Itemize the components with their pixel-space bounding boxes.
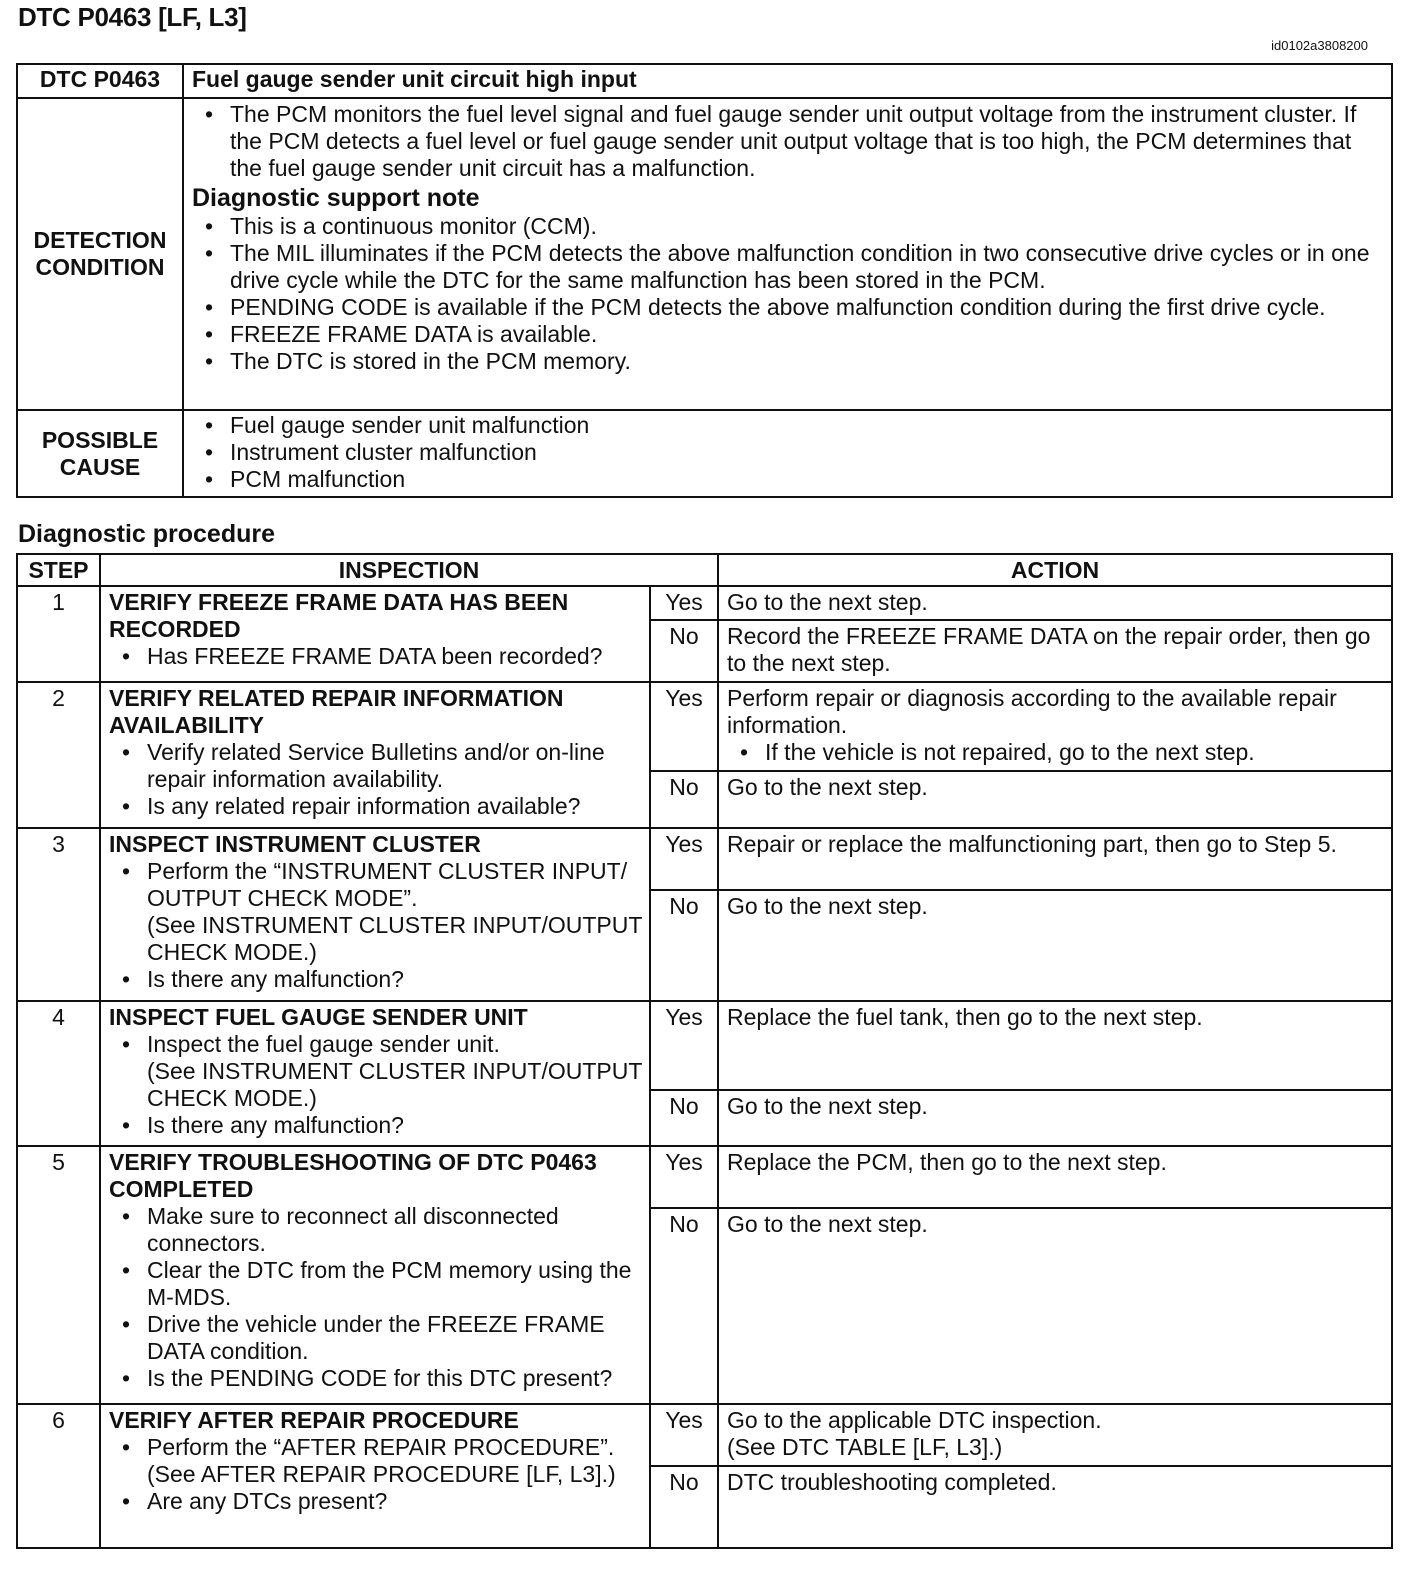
support-note-item: • FREEZE FRAME DATA is available. xyxy=(192,321,1383,348)
inspection-item: • Are any DTCs present? xyxy=(109,1488,643,1515)
yes-action-see: (See DTC TABLE [LF, L3].) xyxy=(727,1434,1003,1460)
no-action: Go to the next step. xyxy=(718,1090,1392,1146)
step-title: VERIFY RELATED REPAIR INFORMATION AVAILABILITY xyxy=(109,685,564,738)
inspection-item-see: (See INSTRUMENT CLUSTER INPUT/OUTPUT CHECK MODE.) xyxy=(147,912,642,965)
step-inspection xyxy=(100,586,650,682)
yes-action: Perform repair or diagnosis according to the available repair information. xyxy=(727,685,1337,738)
no-action: Record the FREEZE FRAME DATA on the repair order, then go to the next step. xyxy=(718,620,1392,682)
no-action: Go to the next step. xyxy=(718,1208,1392,1404)
no-label: No xyxy=(650,620,718,682)
yes-label: Yes xyxy=(650,682,718,771)
cause-item: • PCM malfunction xyxy=(192,466,1383,493)
step-number: 1 xyxy=(17,586,100,682)
inspection-item xyxy=(109,1031,643,1112)
step-inspection xyxy=(100,1001,650,1146)
inspection-item: • Drive the vehicle under the FREEZE FRAME DATA condition. xyxy=(109,1311,643,1365)
inspection-item: • Is there any malfunction? xyxy=(109,966,643,993)
no-label: No xyxy=(650,890,718,1001)
cause-item: • Instrument cluster malfunction xyxy=(192,439,1383,466)
step-title: VERIFY TROUBLESHOOTING OF DTC P0463 COMPLETED xyxy=(109,1149,597,1202)
yes-action: Replace the fuel tank, then go to the next step. xyxy=(718,1001,1392,1090)
diagnostic-procedure-title: Diagnostic procedure xyxy=(18,520,275,548)
yes-action-cell xyxy=(718,1404,1392,1466)
no-label: No xyxy=(650,771,718,828)
yes-label: Yes xyxy=(650,1001,718,1090)
step-5-yes-row xyxy=(17,1146,1392,1208)
page-title: DTC P0463 [LF, L3] xyxy=(18,2,247,32)
step-number: 3 xyxy=(17,828,100,1001)
step-inspection xyxy=(100,682,650,828)
step-inspection xyxy=(100,1404,650,1548)
yes-action: Replace the PCM, then go to the next step. xyxy=(718,1146,1392,1208)
inspection-item: • Is the PENDING CODE for this DTC present? xyxy=(109,1365,643,1392)
dtc-code: DTC P0463 xyxy=(17,64,183,98)
step-title: INSPECT INSTRUMENT CLUSTER xyxy=(109,831,481,857)
detection-condition-content xyxy=(183,98,1392,410)
support-note-item: • The DTC is stored in the PCM memory. xyxy=(192,348,1383,375)
inspection-item-text: • Perform the “AFTER REPAIR PROCEDURE”. xyxy=(147,1434,615,1460)
col-inspection-header: INSPECTION xyxy=(100,554,718,586)
step-3-yes-row xyxy=(17,828,1392,890)
inspection-item: • Is any related repair information available? xyxy=(109,793,643,820)
support-note-item: • This is a continuous monitor (CCM). xyxy=(192,213,1383,240)
detection-intro: • The PCM monitors the fuel level signal and fuel gauge sender unit output voltage from the instrument cluster. If the PCM detects a fuel level or fuel gauge sender unit output voltage that is too high, the PCM determines that the fuel gauge sender unit circuit has a malfunction. xyxy=(192,101,1383,182)
inspection-item-text: • Inspect the fuel gauge sender unit. xyxy=(147,1031,500,1057)
yes-label: Yes xyxy=(650,1146,718,1208)
no-label: No xyxy=(650,1208,718,1404)
detection-label-line2: CONDITION xyxy=(35,254,165,280)
inspection-item-see: (See AFTER REPAIR PROCEDURE [LF, L3].) xyxy=(147,1461,616,1487)
dtc-header-row xyxy=(17,64,1392,98)
diagnostic-procedure-table xyxy=(16,553,1393,1549)
inspection-item-see: (See INSTRUMENT CLUSTER INPUT/OUTPUT CHECK MODE.) xyxy=(147,1058,642,1111)
detection-condition-row xyxy=(17,98,1392,410)
no-action: DTC troubleshooting completed. xyxy=(718,1466,1392,1548)
possible-cause-content xyxy=(183,410,1392,497)
procedure-header-row xyxy=(17,554,1392,586)
col-action-header: ACTION xyxy=(718,554,1392,586)
step-4-yes-row xyxy=(17,1001,1392,1090)
step-number: 6 xyxy=(17,1404,100,1548)
yes-label: Yes xyxy=(650,586,718,620)
inspection-item xyxy=(109,1434,643,1488)
step-title: VERIFY AFTER REPAIR PROCEDURE xyxy=(109,1407,519,1433)
cause-label-line1: POSSIBLE xyxy=(41,426,159,453)
step-number: 2 xyxy=(17,682,100,828)
step-title: VERIFY FREEZE FRAME DATA HAS BEEN RECORDED xyxy=(109,589,569,642)
step-number: 4 xyxy=(17,1001,100,1146)
yes-action-cell xyxy=(718,682,1392,771)
step-title: INSPECT FUEL GAUGE SENDER UNIT xyxy=(109,1004,528,1030)
inspection-item: • Make sure to reconnect all disconnected connectors. xyxy=(109,1203,643,1257)
dtc-description: Fuel gauge sender unit circuit high input xyxy=(183,64,1392,98)
inspection-item: • Has FREEZE FRAME DATA been recorded? xyxy=(109,643,643,670)
possible-cause-label xyxy=(17,410,183,497)
step-number: 5 xyxy=(17,1146,100,1404)
possible-cause-row xyxy=(17,410,1392,497)
inspection-item xyxy=(109,858,643,966)
yes-label: Yes xyxy=(650,828,718,890)
image-id: id0102a3808200 xyxy=(1271,38,1368,53)
no-action: Go to the next step. xyxy=(718,890,1392,1001)
col-step-header: STEP xyxy=(17,554,100,586)
support-note-item: • The MIL illuminates if the PCM detects the above malfunction condition in two consecutive drive cycles or in one drive cycle while the DTC for the same malfunction has been stored in the PCM. xyxy=(192,240,1383,294)
step-inspection xyxy=(100,1146,650,1404)
inspection-item-text: • Perform the “INSTRUMENT CLUSTER INPUT/ OUTPUT CHECK MODE”. xyxy=(147,858,628,911)
detection-condition-label xyxy=(17,98,183,410)
step-2-yes-row xyxy=(17,682,1392,771)
no-label: No xyxy=(650,1466,718,1548)
yes-action: Repair or replace the malfunctioning part, then go to Step 5. xyxy=(718,828,1392,890)
diagnostic-support-note-title: Diagnostic support note xyxy=(192,184,480,212)
inspection-item: • Clear the DTC from the PCM memory using the M-MDS. xyxy=(109,1257,643,1311)
inspection-item: • Is there any malfunction? xyxy=(109,1112,643,1139)
inspection-item: • Verify related Service Bulletins and/or on-line repair information availability. xyxy=(109,739,643,793)
yes-action: Go to the next step. xyxy=(718,586,1392,620)
no-action: Go to the next step. xyxy=(718,771,1392,828)
no-label: No xyxy=(650,1090,718,1146)
yes-action: Go to the applicable DTC inspection. xyxy=(727,1407,1102,1433)
dtc-info-table xyxy=(16,63,1393,498)
yes-label: Yes xyxy=(650,1404,718,1466)
step-1-yes-row xyxy=(17,586,1392,620)
step-inspection xyxy=(100,828,650,1001)
cause-item: • Fuel gauge sender unit malfunction xyxy=(192,412,1383,439)
step-6-yes-row xyxy=(17,1404,1392,1466)
yes-action-bullet: • If the vehicle is not repaired, go to the next step. xyxy=(727,739,1385,766)
cause-label-line2: CAUSE xyxy=(59,453,141,480)
detection-label-line1: DETECTION xyxy=(33,227,167,253)
support-note-item: • PENDING CODE is available if the PCM detects the above malfunction condition during the first drive cycle. xyxy=(192,294,1383,321)
